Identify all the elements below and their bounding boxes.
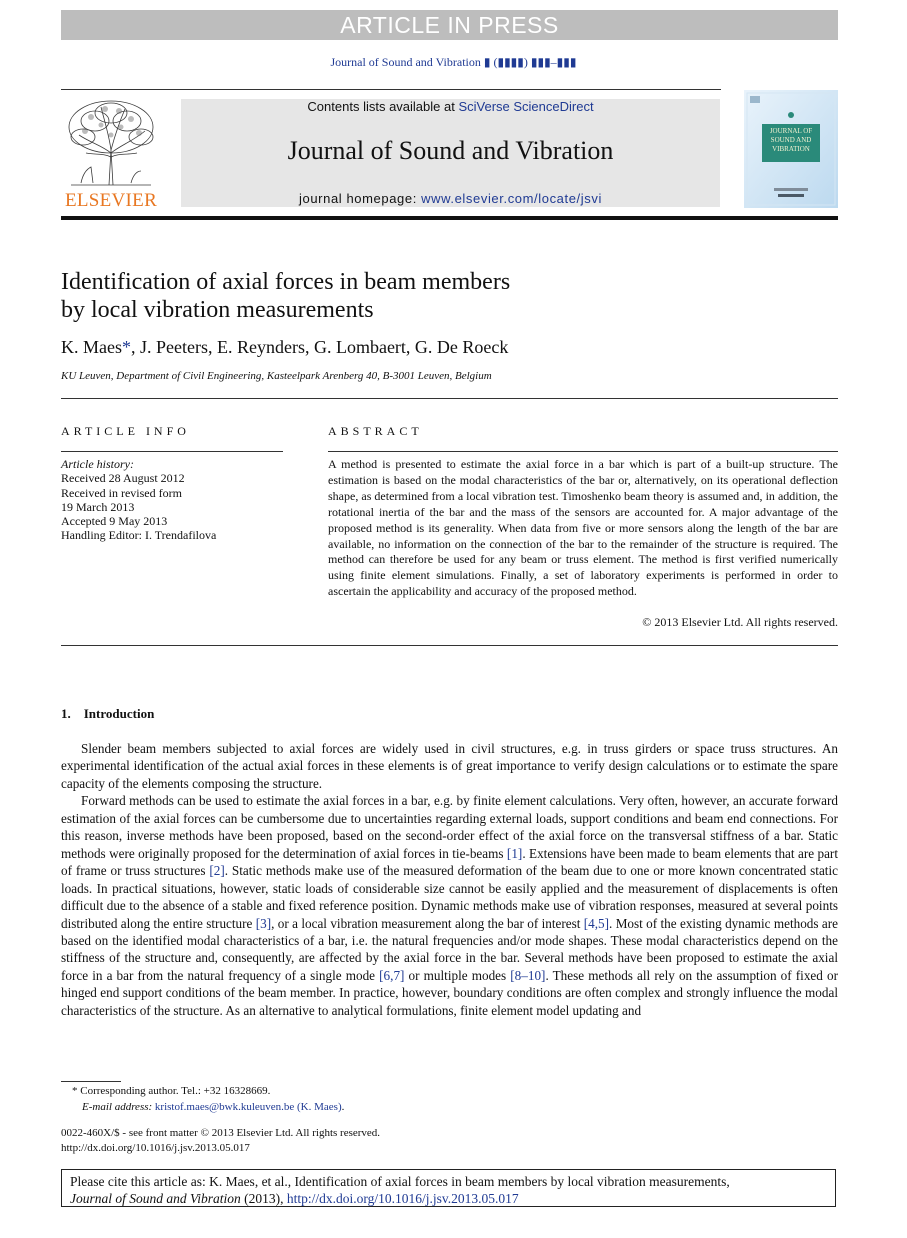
intro-p2-text: , or a local vibration measurement along the bar of interest	[271, 915, 584, 931]
history-label: Article history:	[61, 457, 134, 471]
footnote-rule	[61, 1081, 121, 1082]
ref-link-8-10[interactable]: [8–10]	[510, 967, 546, 983]
cover-title	[762, 127, 820, 154]
accepted-date: Accepted 9 May 2013	[61, 514, 168, 529]
citation-line-1: Please cite this article as: K. Maes, et al., Identification of axial forces in beam members by local vibration measurements,	[70, 1174, 730, 1189]
email-label: E-mail address:	[82, 1101, 155, 1113]
revised-date: 19 March 2013	[61, 499, 135, 514]
ref-link-3[interactable]: [3]	[255, 915, 272, 931]
header-top-rule	[61, 89, 721, 90]
email-footnote	[72, 1099, 832, 1115]
intro-p2-text: . These methods all rely on the assumption of fixed or hinged end support conditions of the beam member. In practice, however, boundary conditions are often complex and strongly influence the modal characteristics of the structure. As an alternative to analytical formulations, finite element model updating and	[61, 967, 838, 1018]
author-maes: K. Maes	[61, 337, 122, 357]
doi-line[interactable]: http://dx.doi.org/10.1016/j.jsv.2013.05.017	[61, 1142, 250, 1154]
journal-title: Journal of Sound and Vibration	[287, 136, 614, 165]
article-title-line-1: Identification of axial forces in beam members	[61, 269, 511, 295]
contents-prefix: Contents lists available at	[307, 99, 459, 114]
abstract-rule	[328, 451, 838, 452]
article-info-rule	[61, 451, 283, 452]
email-link[interactable]: kristof.maes@bwk.kuleuven.be (K. Maes)	[154, 1101, 342, 1113]
cover-title-line-1: JOURNAL OF	[769, 127, 813, 135]
section-rule	[61, 645, 838, 646]
article-title-line-2: by local vibration measurements	[61, 297, 374, 323]
citation-line-2	[70, 1190, 830, 1207]
intro-p2-text: . Static methods make use of the measured deformation of the beam due to one or more known concentrated static loads. In practical situations, however, static loads of considerable size cannot be easily applied and the measurement of displacements is often difficult due to the absence of a stable and fixed reference position. Dynamic methods make use of vibration responses, measured at several points distributed along the entire structure	[61, 863, 838, 931]
article-history	[61, 457, 301, 543]
intro-p2-text: or multiple modes	[404, 967, 511, 983]
ref-link-4-5[interactable]: [4,5]	[583, 915, 610, 931]
elsevier-logo	[61, 95, 161, 210]
revised-label: Received in revised form	[61, 485, 182, 500]
sciencedirect-link[interactable]: SciVerse ScienceDirect	[458, 99, 594, 114]
article-title	[61, 268, 761, 324]
intro-p2-text: . Extensions have been made to beam elements that are part of frame or truss structures	[61, 845, 838, 879]
homepage-line	[181, 191, 720, 206]
intro-paragraph-1: Slender beam members subjected to axial forces are widely used in civil structures, e.g. in truss girders or space truss structures. An experimental identification of the actual axial forces in these elements is of great importance to verify design calculations or to estimate the spare capacity of the elements composing the structure.	[61, 741, 838, 791]
issn-block	[61, 1126, 761, 1156]
intro-paragraph-2	[61, 792, 838, 1019]
author-list	[61, 337, 821, 358]
cover-title-line-2: SOUND AND	[770, 136, 812, 144]
introduction-body	[61, 740, 838, 1019]
abstract-text: A method is presented to estimate the axial force in a bar which is part of a built-up structure. The estimation is based on the modal characteristics of the bar or, alternatively, on its operational deflection shape, as determined from a local vibration test. Timoshenko beam theory is assumed and, in addition, the rotational inertia of the bar and the mass of the sensors are accounted for. A major advantage of the proposed method is its generality. When data from five or more sensors along the length of the bar are available, no information on the connection of the bar to the remainder of the structure is required. The method can therefore be used for any beam or truss element. The method is first verified numerically using finite element simulations. Finally, a set of laboratory experiments is performed in order to ascertain the applicability and accuracy of the proposed method.	[328, 457, 838, 599]
email-end: .	[341, 1101, 345, 1113]
journal-reference[interactable]: Journal of Sound and Vibration ▮ (▮▮▮▮) ▮▮▮–▮▮▮	[330, 55, 577, 69]
publisher-wordmark: ELSEVIER	[64, 190, 158, 211]
contents-line	[181, 99, 720, 114]
corresponding-author-text: Corresponding author. Tel.: +32 16328669.	[77, 1085, 271, 1097]
received-date: Received 28 August 2012	[61, 471, 185, 486]
intro-p2-text: Forward methods can be used to estimate the axial forces in a bar, e.g. by finite element calculations. Very often, however, an accurate forward estimation of the axial forces can be cumbersome due to uncertainties regarding external loads, support conditions and beam end connections. For this reason, inverse methods have been proposed, based on the second-order effect of the axial force on the transversal stiffness of a bar. Static methods were originally proposed for the determination of axial forces in tie-beams	[61, 793, 838, 861]
handling-editor: Handling Editor: I. Trendafilova	[61, 528, 217, 543]
homepage-link[interactable]: www.elsevier.com/locate/jsvi	[421, 191, 602, 206]
intro-p2-text: . Most of the existing dynamic methods are based on the identified modal characteristics of a bar, i.e. the natural frequencies and/or mode shapes. These modal characteristics depend on the stiffness of the structure and, consequently, are affected by the axial force in the bar. Several methods have been proposed to estimate the axial force in a bar from the natural frequency of a single mode	[61, 915, 838, 983]
header-thick-rule	[61, 216, 838, 220]
article-in-press-banner: ARTICLE IN PRESS	[61, 10, 838, 40]
corresponding-author-footnote	[72, 1083, 832, 1099]
cover-title-line-3: VIBRATION	[772, 145, 810, 153]
abstract-heading: ABSTRACT	[328, 424, 423, 438]
citation-journal: Journal of Sound and Vibration	[70, 1191, 241, 1206]
journal-cover-thumbnail[interactable]	[744, 90, 838, 208]
citation-doi-link[interactable]: http://dx.doi.org/10.1016/j.jsv.2013.05.017	[286, 1191, 519, 1206]
homepage-prefix: journal homepage:	[299, 191, 422, 206]
issn-line: 0022-460X/$ - see front matter © 2013 Elsevier Ltd. All rights reserved.	[61, 1127, 381, 1139]
article-info-heading: ARTICLE INFO	[61, 424, 190, 438]
citation-year: (2013),	[240, 1191, 287, 1206]
citation-text	[70, 1173, 830, 1207]
footnote-mark: *	[72, 1085, 78, 1097]
abstract-copyright: © 2013 Elsevier Ltd. All rights reserved.	[642, 615, 838, 629]
section-rule	[61, 398, 838, 399]
introduction-heading: 1. Introduction	[61, 706, 155, 721]
author-list-rest: , J. Peeters, E. Reynders, G. Lombaert, G. De Roeck	[131, 337, 509, 357]
footnote	[72, 1083, 832, 1115]
ref-link-1[interactable]: [1]	[506, 845, 523, 861]
ref-link-2[interactable]: [2]	[209, 863, 225, 879]
corresponding-author-mark[interactable]: *	[122, 337, 131, 357]
ref-link-6-7[interactable]: [6,7]	[379, 967, 405, 983]
affiliation: KU Leuven, Department of Civil Engineering, Kasteelpark Arenberg 40, B-3001 Leuven, Belgium	[61, 370, 492, 382]
